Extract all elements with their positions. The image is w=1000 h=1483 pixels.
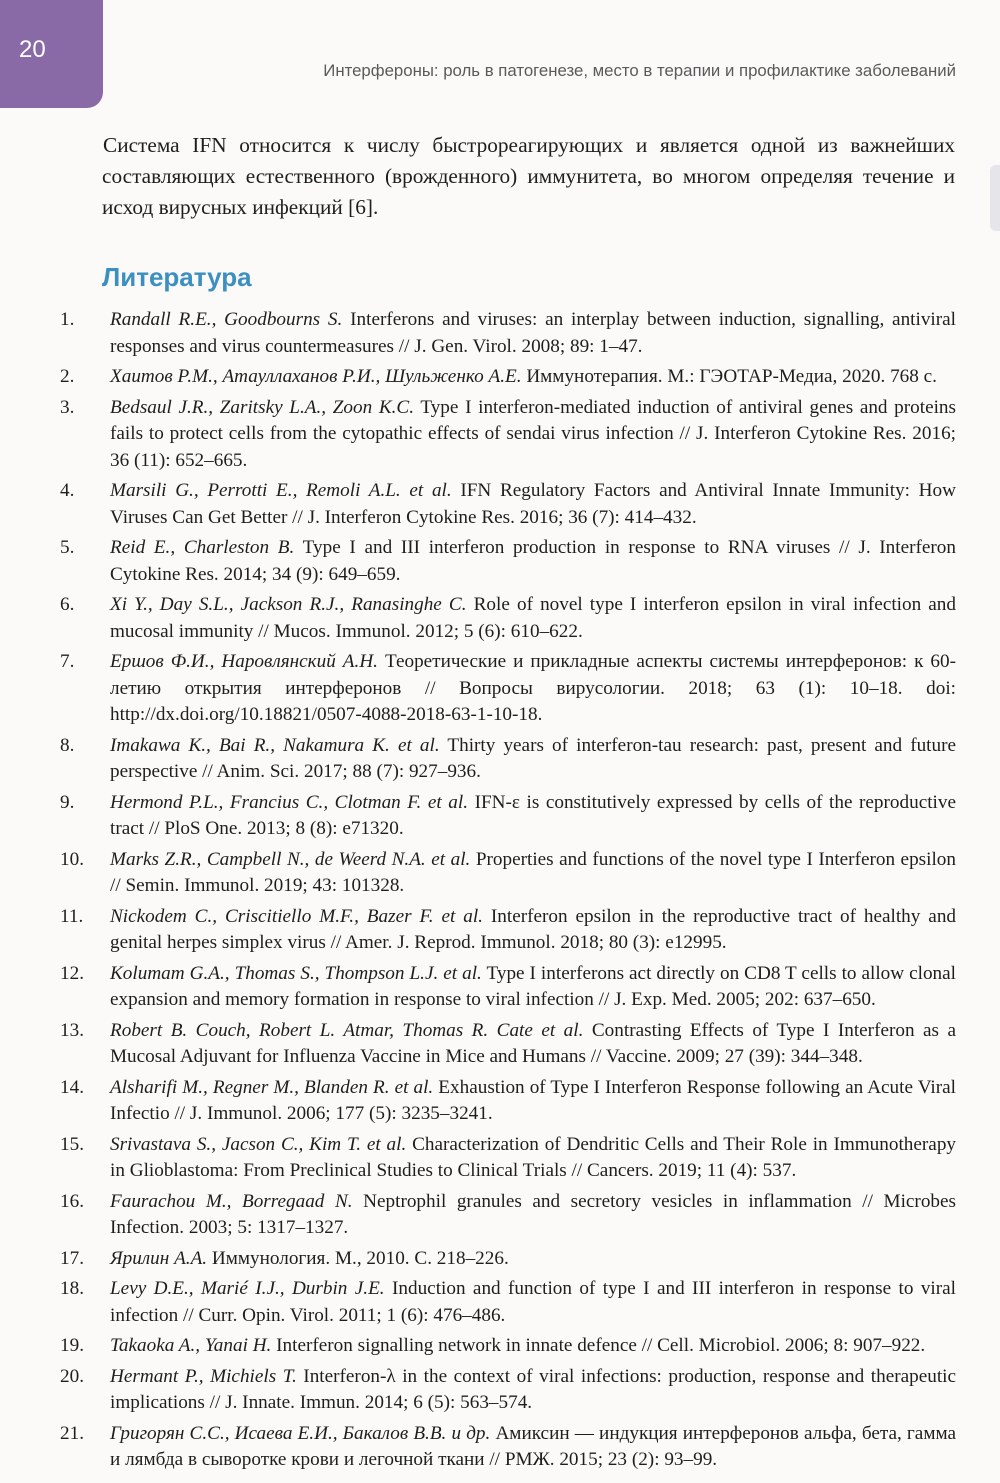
reference-item — [60, 535, 956, 588]
reference-authors: Хаитов Р.М., Атауллаханов Р.И., Шульженко А.Е. — [110, 366, 522, 387]
reference-item — [60, 1018, 956, 1071]
reference-text: Type I interferon-mediated induction of antiviral genes and proteins fails to protect cells from the cytopathic effects of sendai virus infection // J. Interferon Cytokine Res. 2016; 36 (11): 652–665. — [110, 396, 956, 471]
reference-item — [60, 790, 956, 843]
reference-body — [110, 961, 956, 1014]
reference-authors: Ярилин А.А. — [110, 1247, 208, 1269]
section-title: Литература — [102, 262, 252, 292]
reference-authors: Григорян С.С., Исаева Е.И., Бакалов В.В. и др. — [110, 1422, 491, 1444]
intro-paragraph: Система IFN относится к числу быстрореагирующих и является одной из важнейших составляющих естественного (врожденного) иммунитета, во многом определяя течение и исход вирусных инфекций [6]. — [102, 133, 955, 219]
reference-authors: Kolumam G.A., Thomas S., Thompson L.J. et al. — [110, 962, 482, 984]
reference-body — [110, 1421, 956, 1474]
reference-text: Contrasting Effects of Type I Interferon as a Mucosal Adjuvant for Influenza Vaccine in Mice and Humans // Vaccine. 2009; 27 (39): 344–348. — [110, 1019, 956, 1067]
reference-item — [60, 1276, 956, 1329]
reference-body — [110, 592, 956, 645]
reference-text: Neptrophil granules and secretory vesicles in inflammation // Microbes Infection. 2003; 5: 1317–1327. — [110, 1190, 956, 1238]
reference-text: Interferon epsilon in the reproductive tract of healthy and genital herpes simplex virus // Amer. J. Reprod. Immunol. 2018; 80 (3): e12995. — [110, 905, 957, 953]
reference-item — [60, 364, 956, 391]
reference-authors: Randall R.E., Goodbourns S. — [110, 309, 343, 330]
reference-text: Иммунотерапия. М.: ГЭОТАР-Медиа, 2020. 768 с. — [521, 366, 937, 387]
reference-number: 4. — [60, 480, 75, 501]
reference-body — [110, 1075, 956, 1128]
reference-authors: Marsili G., Perrotti E., Remoli A.L. et al. — [110, 480, 452, 501]
reference-item — [60, 478, 956, 531]
reference-item — [60, 961, 956, 1014]
reference-authors: Robert B. Couch, Robert L. Atmar, Thomas R. Cate et al. — [110, 1019, 584, 1041]
reference-number: 20. — [60, 1365, 84, 1387]
reference-body — [110, 1018, 956, 1071]
side-thumb-tab — [990, 165, 1000, 231]
reference-body — [110, 1276, 956, 1329]
reference-body — [110, 1246, 956, 1273]
reference-item — [60, 1421, 956, 1474]
reference-authors: Srivastava S., Jacson C., Kim T. et al. — [110, 1133, 407, 1155]
page-number-tab — [0, 0, 103, 108]
reference-authors: Alsharifi M., Regner M., Blanden R. et al. — [110, 1076, 434, 1098]
reference-body — [110, 1333, 956, 1360]
reference-item — [60, 1246, 956, 1273]
reference-text: Thirty years of interferon-tau research: past, present and future perspective // Anim. Sci. 2017; 88 (7): 927–936. — [110, 734, 957, 782]
reference-authors: Takaoka A., Yanai H. — [110, 1335, 272, 1356]
reference-text: Теоретические и прикладные аспекты системы интерферонов: к 60-летию открытия интерферонов // Вопросы вирусологии. 2018; 63 (1): 10–18. doi: http://dx.doi.org/10.18821/0507-4088-2018-63-1-10-18. — [110, 651, 956, 725]
reference-text: Interferon signalling network in innate defence // Cell. Microbiol. 2006; 8: 907–922. — [271, 1335, 926, 1356]
reference-authors: Nickodem C., Criscitiello M.F., Bazer F. et al. — [110, 905, 483, 927]
reference-body — [110, 535, 956, 588]
reference-authors: Imakawa K., Bai R., Nakamura K. et al. — [110, 734, 440, 756]
reference-number: 11. — [60, 905, 84, 927]
reference-authors: Xi Y., Day S.L., Jackson R.J., Ranasinghe C. — [110, 594, 467, 615]
reference-number: 6. — [60, 594, 75, 615]
reference-authors: Hermant P., Michiels T. — [110, 1365, 297, 1387]
reference-text: Иммунология. М., 2010. С. 218–226. — [207, 1247, 509, 1269]
page-number: 20 — [19, 36, 46, 63]
reference-number: 1. — [60, 309, 75, 330]
reference-number: 16. — [60, 1190, 84, 1212]
reference-body — [110, 904, 956, 957]
reference-number: 9. — [60, 791, 75, 813]
reference-body — [110, 733, 956, 786]
reference-body — [110, 1189, 956, 1242]
reference-number: 13. — [60, 1019, 84, 1041]
reference-number: 2. — [60, 366, 75, 387]
reference-text: IFN Regulatory Factors and Antiviral Innate Immunity: How Viruses Can Get Better // J. Interferon Cytokine Res. 2016; 36 (7): 414–432. — [110, 480, 956, 528]
reference-number: 15. — [60, 1133, 84, 1155]
reference-authors: Hermond P.L., Francius C., Clotman F. et al. — [110, 791, 469, 813]
reference-text: Role of novel type I interferon epsilon in viral infection and mucosal immunity // Mucos. Immunol. 2012; 5 (6): 610–622. — [110, 594, 956, 642]
reference-text: Interferons and viruses: an interplay between induction, signalling, antiviral responses and virus countermeasures // J. Gen. Virol. 2008; 89: 1–47. — [110, 309, 956, 357]
reference-item — [60, 904, 956, 957]
reference-authors: Levy D.E., Marié I.J., Durbin J.E. — [110, 1278, 385, 1299]
reference-body — [110, 395, 956, 475]
reference-item — [60, 1333, 956, 1360]
reference-number: 17. — [60, 1247, 84, 1269]
reference-list — [60, 307, 956, 1478]
reference-text: Characterization of Dendritic Cells and Their Role in Immunotherapy in Glioblastoma: From Preclinical Studies to Clinical Trials // Cancers. 2019; 11 (4): 537. — [110, 1133, 957, 1181]
reference-number: 3. — [60, 396, 75, 418]
reference-number: 21. — [60, 1422, 84, 1444]
reference-text: Type I and III interferon production in response to RNA viruses // J. Interferon Cytokine Res. 2014; 34 (9): 649–659. — [110, 537, 956, 585]
reference-item — [60, 395, 956, 475]
reference-number: 14. — [60, 1076, 84, 1098]
reference-text: Interferon-λ in the context of viral infections: production, response and therapeutic implications // J. Innate. Immun. 2014; 6 (5): 563–574. — [110, 1365, 956, 1413]
reference-body — [110, 649, 956, 729]
reference-item — [60, 1075, 956, 1128]
reference-text: Exhaustion of Type I Interferon Response following an Acute Viral Infectio // J. Immunol. 2006; 177 (5): 3235–3241. — [110, 1076, 956, 1124]
reference-number: 8. — [60, 734, 75, 756]
reference-body — [110, 307, 956, 360]
reference-item — [60, 733, 956, 786]
reference-body — [110, 790, 956, 843]
reference-text: IFN-ε is constitutively expressed by cells of the reproductive tract // PloS One. 2013; 8 (8): e71320. — [110, 791, 956, 839]
reference-item — [60, 592, 956, 645]
reference-text: Type I interferons act directly on CD8 T cells to allow clonal expansion and memory formation in response to viral infection // J. Exp. Med. 2005; 202: 637–650. — [110, 962, 957, 1010]
reference-item — [60, 1132, 956, 1185]
reference-item — [60, 1189, 956, 1242]
reference-authors: Faurachou M., Borregaad N. — [110, 1190, 353, 1212]
reference-number: 12. — [60, 962, 84, 984]
reference-body — [110, 1364, 956, 1417]
reference-number: 18. — [60, 1278, 84, 1299]
reference-body — [110, 847, 956, 900]
reference-number: 5. — [60, 537, 75, 558]
reference-body — [110, 478, 956, 531]
reference-number: 19. — [60, 1335, 84, 1356]
reference-text: Properties and functions of the novel type I Interferon epsilon // Semin. Immunol. 2019; 43: 101328. — [110, 848, 956, 896]
running-header: Интерфероны: роль в патогенезе, место в терапии и профилактике заболеваний — [323, 61, 956, 80]
reference-item — [60, 307, 956, 360]
reference-authors: Bedsaul J.R., Zaritsky L.A., Zoon K.C. — [110, 396, 415, 418]
reference-item — [60, 649, 956, 729]
reference-text: Induction and function of type I and III interferon in response to viral infection // Curr. Opin. Virol. 2011; 1 (6): 476–486. — [110, 1278, 956, 1326]
reference-item — [60, 1364, 956, 1417]
reference-authors: Ершов Ф.И., Наровлянский А.Н. — [110, 651, 378, 672]
reference-authors: Reid E., Charleston B. — [110, 537, 295, 558]
reference-text: Амиксин — индукция интерферонов альфа, бета, гамма и лямбда в сыворотке крови и легочной ткани // РМЖ. 2015; 23 (2): 93–99. — [110, 1422, 956, 1470]
reference-item — [60, 847, 956, 900]
reference-body — [110, 364, 956, 391]
reference-number: 10. — [60, 848, 84, 870]
reference-authors: Marks Z.R., Campbell N., de Weerd N.A. et al. — [110, 848, 471, 870]
reference-number: 7. — [60, 651, 75, 672]
reference-body — [110, 1132, 956, 1185]
